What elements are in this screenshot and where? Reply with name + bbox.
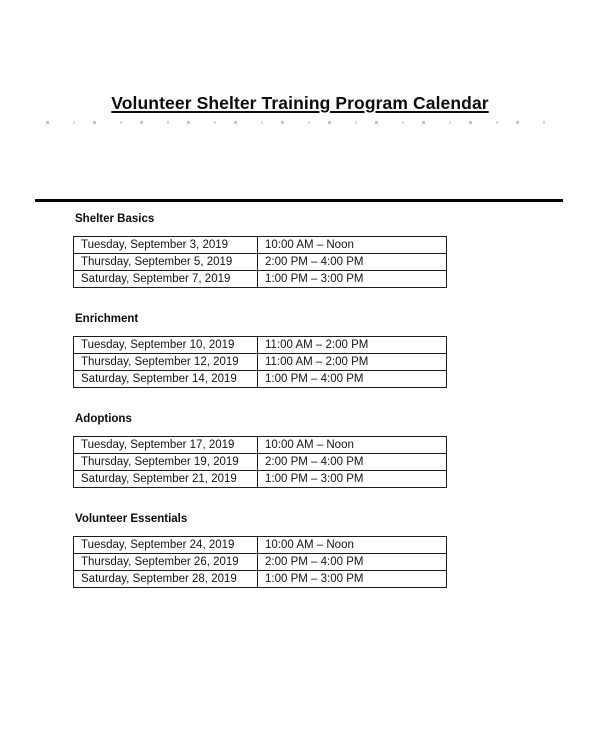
table-row <box>74 354 447 371</box>
calendar-content <box>73 213 447 613</box>
date-cell: Tuesday, September 24, 2019 <box>74 537 258 554</box>
time-cell: 11:00 AM – 2:00 PM <box>258 337 447 354</box>
table-row <box>74 337 447 354</box>
date-cell: Thursday, September 12, 2019 <box>74 354 258 371</box>
date-cell: Saturday, September 14, 2019 <box>74 371 258 388</box>
schedule-table <box>73 536 447 588</box>
table-row <box>74 554 447 571</box>
date-cell: Thursday, September 5, 2019 <box>74 254 258 271</box>
date-cell: Tuesday, September 3, 2019 <box>74 237 258 254</box>
table-row <box>74 237 447 254</box>
page-title: Volunteer Shelter Training Program Calendar <box>111 93 489 113</box>
time-cell: 2:00 PM – 4:00 PM <box>258 554 447 571</box>
section-adoptions <box>73 413 447 488</box>
time-cell: 1:00 PM – 3:00 PM <box>258 571 447 588</box>
schedule-table <box>73 236 447 288</box>
time-cell: 10:00 AM – Noon <box>258 437 447 454</box>
date-cell: Tuesday, September 10, 2019 <box>74 337 258 354</box>
date-cell: Saturday, September 7, 2019 <box>74 271 258 288</box>
section-heading: Shelter Basics <box>75 213 155 225</box>
faded-text-artifact <box>46 121 558 124</box>
table-row <box>74 454 447 471</box>
section-shelter-basics <box>73 213 447 288</box>
table-row <box>74 254 447 271</box>
section-volunteer-essentials <box>73 513 447 588</box>
section-heading: Volunteer Essentials <box>75 513 188 525</box>
time-cell: 2:00 PM – 4:00 PM <box>258 254 447 271</box>
table-row <box>74 571 447 588</box>
time-cell: 11:00 AM – 2:00 PM <box>258 354 447 371</box>
time-cell: 1:00 PM – 4:00 PM <box>258 371 447 388</box>
table-row <box>74 437 447 454</box>
date-cell: Saturday, September 21, 2019 <box>74 471 258 488</box>
table-row <box>74 537 447 554</box>
date-cell: Thursday, September 19, 2019 <box>74 454 258 471</box>
time-cell: 10:00 AM – Noon <box>258 237 447 254</box>
table-row <box>74 471 447 488</box>
section-heading: Enrichment <box>75 313 139 325</box>
date-cell: Thursday, September 26, 2019 <box>74 554 258 571</box>
horizontal-rule <box>35 199 563 202</box>
section-enrichment <box>73 313 447 388</box>
table-row <box>74 271 447 288</box>
time-cell: 1:00 PM – 3:00 PM <box>258 271 447 288</box>
date-cell: Saturday, September 28, 2019 <box>74 571 258 588</box>
time-cell: 1:00 PM – 3:00 PM <box>258 471 447 488</box>
schedule-table <box>73 436 447 488</box>
date-cell: Tuesday, September 17, 2019 <box>74 437 258 454</box>
schedule-table <box>73 336 447 388</box>
section-heading: Adoptions <box>75 413 132 425</box>
table-row <box>74 371 447 388</box>
time-cell: 2:00 PM – 4:00 PM <box>258 454 447 471</box>
time-cell: 10:00 AM – Noon <box>258 537 447 554</box>
